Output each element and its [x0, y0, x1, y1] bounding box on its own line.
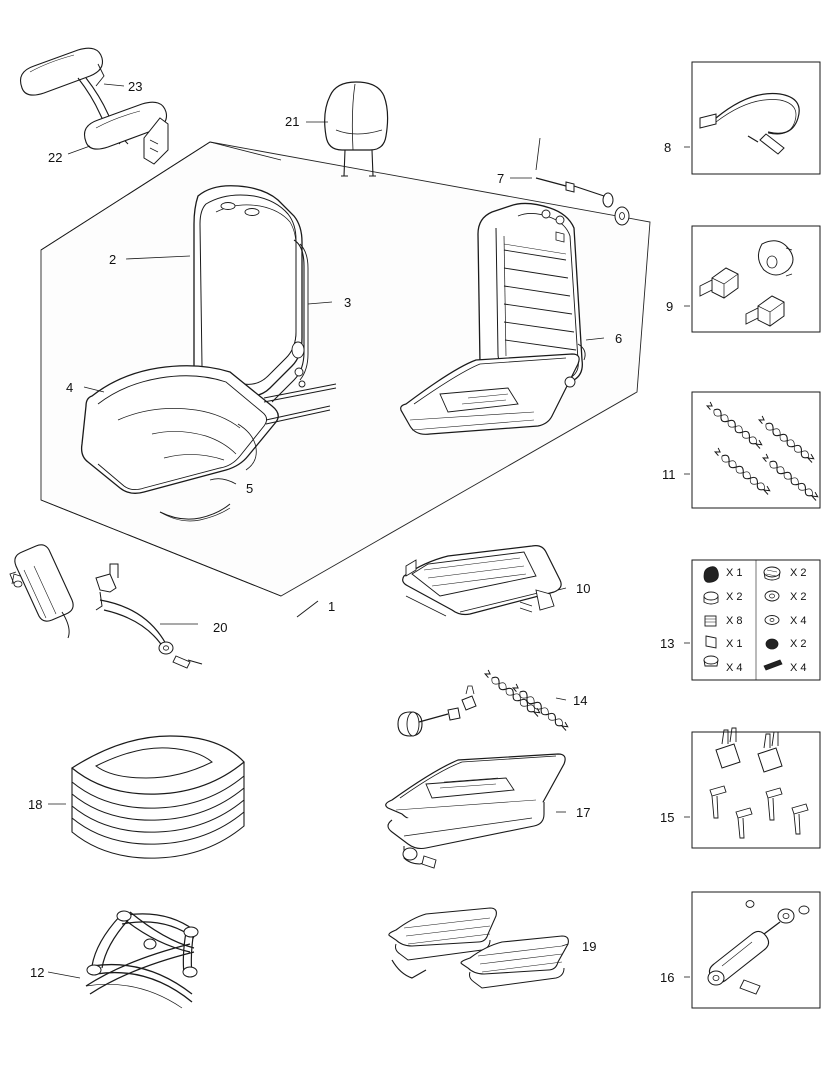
callout-23: 23: [128, 79, 143, 94]
callout-8: 8: [664, 140, 672, 155]
callout-15: 15: [660, 810, 675, 825]
callout-16: 16: [660, 970, 675, 985]
callout-21: 21: [285, 114, 300, 129]
callout-6: 6: [615, 331, 623, 346]
callout-2: 2: [109, 252, 117, 267]
callout-13: 13: [660, 636, 675, 651]
callout-3: 3: [344, 295, 352, 310]
kit-qty-left-3: X 8: [726, 615, 743, 627]
callout-12: 12: [30, 965, 45, 980]
kit-qty-right-4: X 2: [790, 638, 807, 650]
callout-5: 5: [246, 481, 254, 496]
callout-10: 10: [576, 581, 591, 596]
callout-17: 17: [576, 805, 591, 820]
callout-14: 14: [573, 693, 588, 708]
callout-18: 18: [28, 797, 43, 812]
kit-qty-left-4: X 1: [726, 638, 743, 650]
callout-20: 20: [213, 620, 228, 635]
kit-qty-left-2: X 2: [726, 591, 743, 603]
kit-qty-right-5: X 4: [790, 662, 807, 674]
kit-qty-right-3: X 4: [790, 615, 807, 627]
callout-11: 11: [662, 467, 676, 482]
kit-qty-right-2: X 2: [790, 591, 807, 603]
kit-qty-left-5: X 4: [726, 662, 743, 674]
callout-7: 7: [497, 171, 505, 186]
callout-22: 22: [48, 150, 63, 165]
callout-1: 1: [328, 599, 336, 614]
callout-19: 19: [582, 939, 597, 954]
kit-qty-right-1: X 2: [790, 567, 807, 579]
callout-4: 4: [66, 380, 74, 395]
callout-9: 9: [666, 299, 674, 314]
kit-qty-left-1: X 1: [726, 567, 743, 579]
